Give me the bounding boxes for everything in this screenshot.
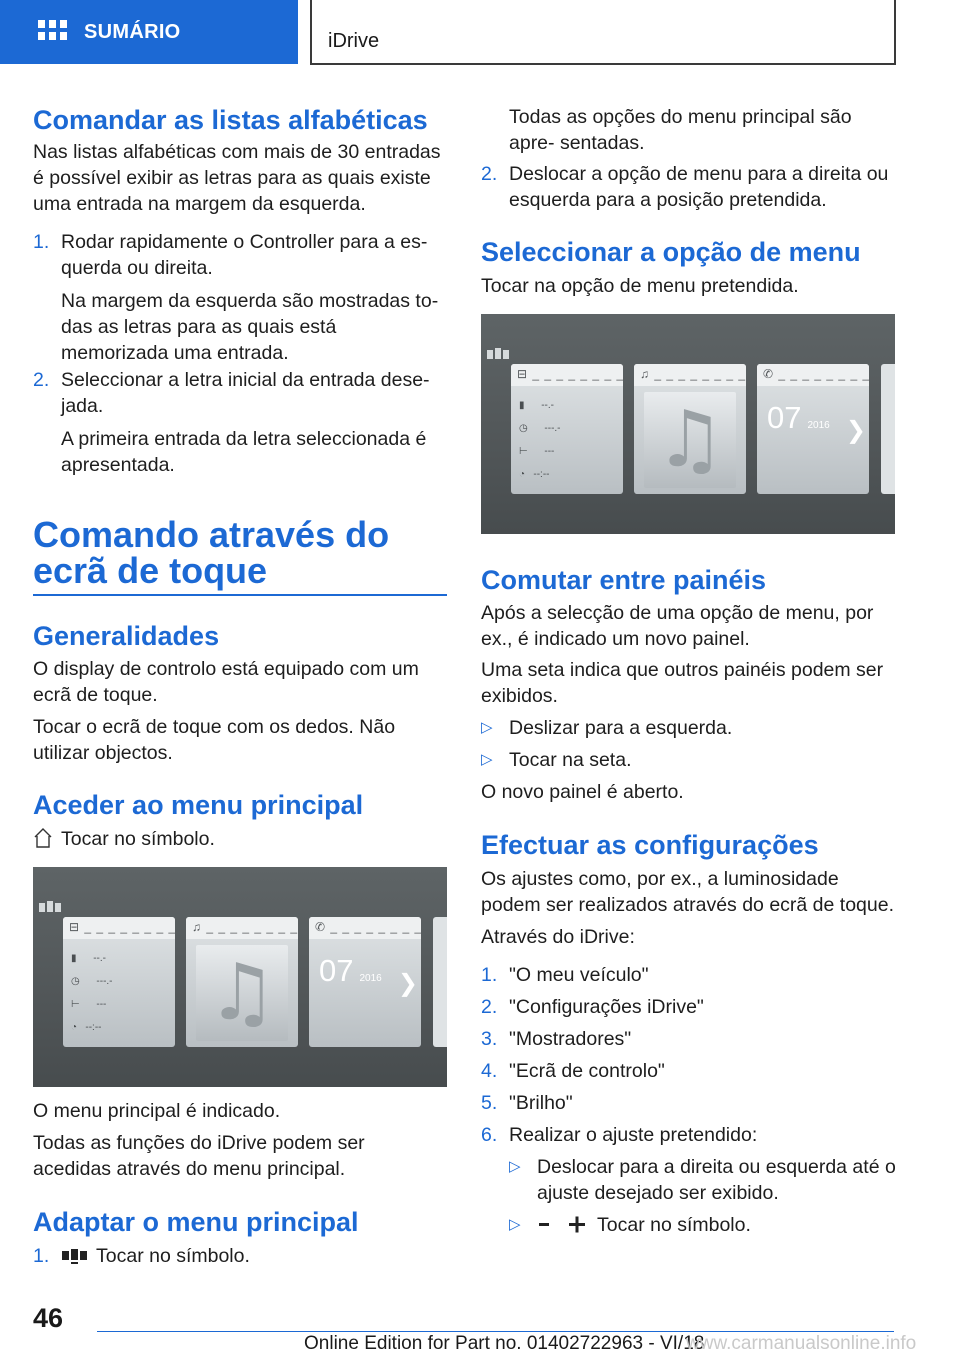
chapter-title: Comando através do ecrã de toque	[33, 514, 390, 591]
tile-header: ✆ _ _ _ _ _ _ _ _	[757, 364, 869, 386]
toc-button[interactable]	[0, 0, 298, 64]
step-number: 1.	[33, 231, 50, 253]
edition-text: Online Edition for Part no. 01402722963 - VI/18	[304, 1333, 705, 1354]
paragraph: Todas as funções do iDrive podem ser acedidas através do menu principal.	[33, 1132, 365, 1180]
paragraph: O novo painel é aberto.	[481, 781, 684, 803]
watermark: www.carmanualsonline.info	[686, 1333, 917, 1354]
tile-header: ✆ _ _ _ _ _ _ _ _	[309, 917, 421, 939]
heading-adapt-menu: Adaptar o menu principal	[33, 1207, 359, 1237]
list-item	[481, 715, 896, 741]
paragraph: Nas listas alfabéticas com mais de 30 entradas é possível exibir as letras para as quais existe uma entrada na margem da esquerda.	[33, 141, 441, 215]
footer-rule	[97, 1331, 894, 1332]
menu-icon	[39, 901, 61, 913]
paragraph: Os ajustes como, por ex., a luminosidade podem ser realizados através do ecrã de toque.	[481, 868, 894, 916]
paragraph: Através do iDrive:	[481, 926, 635, 948]
triangle-bullet-icon: ▷	[509, 1158, 521, 1175]
paragraph: O display de controlo está equipado com um ecrã de toque.	[33, 658, 419, 706]
step-text: Tocar no símbolo.	[96, 1245, 250, 1267]
step-number: 1.	[33, 1245, 50, 1267]
heading-select-option: Seleccionar a opção de menu	[481, 237, 861, 267]
tile-vehicle	[511, 364, 623, 494]
bullet-text: Tocar no símbolo.	[597, 1214, 751, 1236]
step-number: 1.	[481, 964, 498, 986]
section-title: iDrive	[310, 0, 896, 65]
toc-label: SUMÁRIO	[84, 20, 181, 43]
chevron-right-icon: ❯	[845, 417, 866, 444]
menu-option-illustration	[481, 314, 895, 534]
tile-media	[186, 917, 298, 1047]
tile-header: ⊟ _ _ _ _ _ _ _ _	[63, 917, 175, 939]
heading-settings: Efectuar as configurações	[481, 830, 819, 860]
paragraph: Tocar no símbolo.	[61, 828, 215, 850]
date-display: 07 2016	[767, 400, 830, 435]
step-note: A primeira entrada da letra seleccionada é apresentada.	[61, 428, 427, 476]
bullet-text: Tocar na seta.	[509, 749, 632, 771]
step-text: "Brilho"	[509, 1092, 573, 1114]
triangle-bullet-icon: ▷	[481, 719, 493, 736]
tile-header: ♫ _ _ _ _ _ _ _ _	[634, 364, 746, 386]
list-item	[481, 994, 896, 1020]
tile-phone	[309, 917, 421, 1047]
step-number: 2.	[481, 996, 498, 1018]
paragraph: Após a selecção de uma opção de menu, por ex., é indicado um novo painel.	[481, 602, 874, 650]
step-number: 2.	[481, 163, 498, 185]
list-item	[481, 1090, 896, 1116]
tile-rows: ▮ --.- ◷ ---.- ⊢ --- ◔ --:--	[71, 953, 113, 1033]
step-text: "Mostradores"	[509, 1028, 632, 1050]
list-item	[33, 367, 447, 417]
tile-vehicle	[63, 917, 175, 1047]
bullet-text: Deslizar para a esquerda.	[509, 717, 733, 739]
step-text: Realizar o ajuste pretendido:	[509, 1124, 758, 1146]
paragraph: O menu principal é indicado.	[33, 1100, 281, 1122]
step-text: Deslocar a opção de menu para a direita ou esquerda para a posição pretendida.	[509, 163, 889, 211]
tile-phone	[757, 364, 869, 494]
step-number: 3.	[481, 1028, 498, 1050]
step-text: "O meu veículo"	[509, 964, 649, 986]
grid-icon	[38, 20, 66, 44]
paragraph: Uma seta indica que outros painéis podem ser exibidos.	[481, 659, 884, 707]
step-number: 5.	[481, 1092, 498, 1114]
step-number: 6.	[481, 1124, 498, 1146]
chapter-rule	[33, 594, 447, 596]
triangle-bullet-icon: ▷	[481, 751, 493, 768]
tile-rows: ▮ --.- ◷ ---.- ⊢ --- ◔ --:--	[519, 400, 561, 480]
list-item	[481, 962, 896, 988]
step-text: Seleccionar a letra inicial da entrada dese‐ jada.	[61, 369, 430, 417]
date-display: 07 2016	[319, 953, 382, 988]
chevron-right-icon: ❯	[397, 970, 418, 997]
tile-media	[634, 364, 746, 494]
heading-main-menu: Aceder ao menu principal	[33, 790, 364, 820]
home-icon	[33, 827, 53, 849]
list-item	[481, 747, 896, 773]
step-text: Rodar rapidamente o Controller para a es‐ querda ou direita.	[61, 231, 428, 279]
list-item	[33, 229, 447, 279]
step-number: 4.	[481, 1060, 498, 1082]
step-text: "Ecrã de controlo"	[509, 1060, 665, 1082]
main-menu-illustration	[33, 867, 447, 1087]
tile-edge	[881, 364, 895, 494]
menu-icon	[487, 348, 509, 360]
triangle-bullet-icon: ▷	[509, 1216, 521, 1233]
heading-generalities: Generalidades	[33, 621, 220, 651]
page-number: 46	[33, 1303, 64, 1333]
minus-plus-icon	[537, 1215, 589, 1235]
paragraph: Todas as opções do menu principal são apre‐ sentadas.	[509, 106, 852, 154]
list-item	[481, 1122, 896, 1148]
heading-switch-panels: Comutar entre painéis	[481, 565, 767, 595]
step-text: "Configurações iDrive"	[509, 996, 704, 1018]
tile-header: ♫ _ _ _ _ _ _ _ _	[186, 917, 298, 939]
music-note-icon: ♫	[196, 945, 288, 1041]
list-item	[481, 1058, 896, 1084]
step-number: 2.	[33, 369, 50, 391]
menu-icon	[61, 1248, 89, 1266]
paragraph: Tocar o ecrã de toque com os dedos. Não utilizar objectos.	[33, 716, 396, 764]
paragraph: Tocar na opção de menu pretendida.	[481, 275, 799, 297]
list-item	[509, 1154, 896, 1206]
list-item	[481, 161, 896, 213]
tile-header: ⊟ _ _ _ _ _ _ _ _	[511, 364, 623, 386]
bullet-text: Deslocar para a direita ou esquerda até o ajuste desejado ser exibido.	[537, 1156, 896, 1204]
music-note-icon: ♫	[644, 392, 736, 488]
heading-alphabetic-lists: Comandar as listas alfabéticas	[33, 105, 428, 135]
step-note: Na margem da esquerda são mostradas to‐ das as letras para as quais está memorizada uma entrada.	[61, 290, 439, 364]
list-item	[481, 1026, 896, 1052]
tile-edge	[433, 917, 447, 1047]
